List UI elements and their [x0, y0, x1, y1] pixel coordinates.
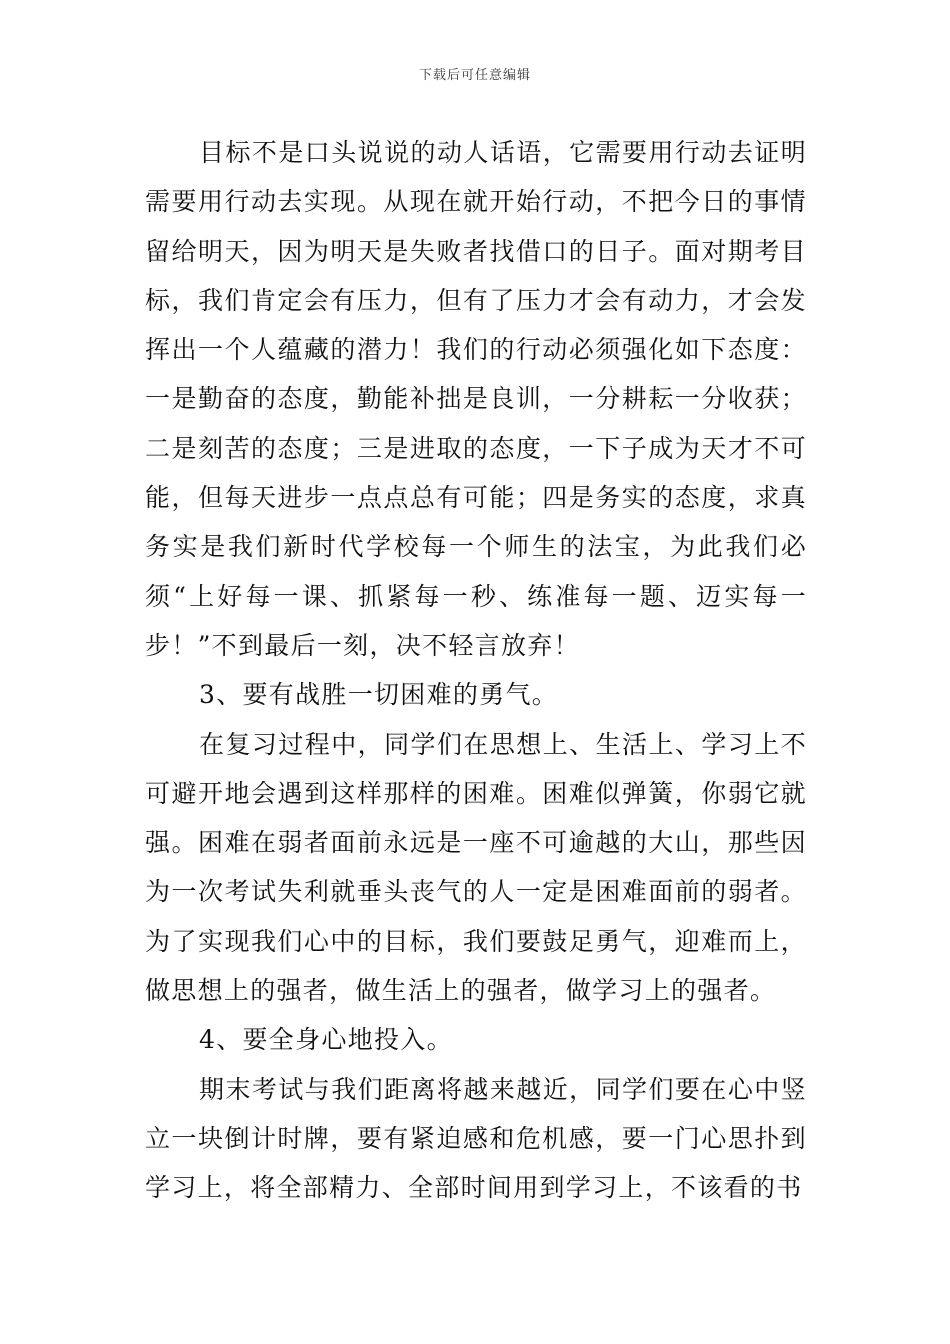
document-body	[145, 128, 807, 1213]
paragraph-goal-action: 目标不是口头说说的动人话语，它需要用行动去证明需要用行动去实现。从现在就开始行动，不把今日的事情留给明天，因为明天是失败者找借口的日子。面对期考目标，我们肯定会有压力，但有了压力才会有动力，才会发挥出一个人蕴藏的潜力！我们的行动必须强化如下态度：一是勤奋的态度，勤能补拙是良训，一分耕耘一分收获；二是刻苦的态度；三是进取的态度，一下子成为天才不可能，但每天进步一点点总有可能；四是务实的态度，求真务实是我们新时代学校每一个师生的法宝，为此我们必须“上好每一课、抓紧每一秒、练准每一题、迈实每一步！”不到最后一刻，决不轻言放弃！	[145, 138, 807, 660]
paragraph-final-exam: 期末考试与我们距离将越来越近，同学们要在心中竖立一块倒计时牌，要有紧迫感和危机感，要一门心思扑到学习上，将全部精力、全部时间用到学习上，不该看的书	[145, 1074, 807, 1203]
heading-full-commitment: 4、要全身心地投入。	[199, 1025, 453, 1055]
heading-courage: 3、要有战胜一切困难的勇气。	[199, 680, 559, 710]
paragraph-difficulties: 在复习过程中，同学们在思想上、生活上、学习上不可避开地会遇到这样那样的困难。困难似弹簧，你弱它就强。困难在弱者面前永远是一座不可逾越的大山，那些因为一次考试失利就垂头丧气的人一定是困难面前的弱者。为了实现我们心中的目标，我们要鼓足勇气，迎难而上，做思想上的强者，做生活上的强者，做学习上的强者。	[145, 729, 807, 1006]
page-header-note: 下载后可任意编辑	[418, 68, 531, 83]
